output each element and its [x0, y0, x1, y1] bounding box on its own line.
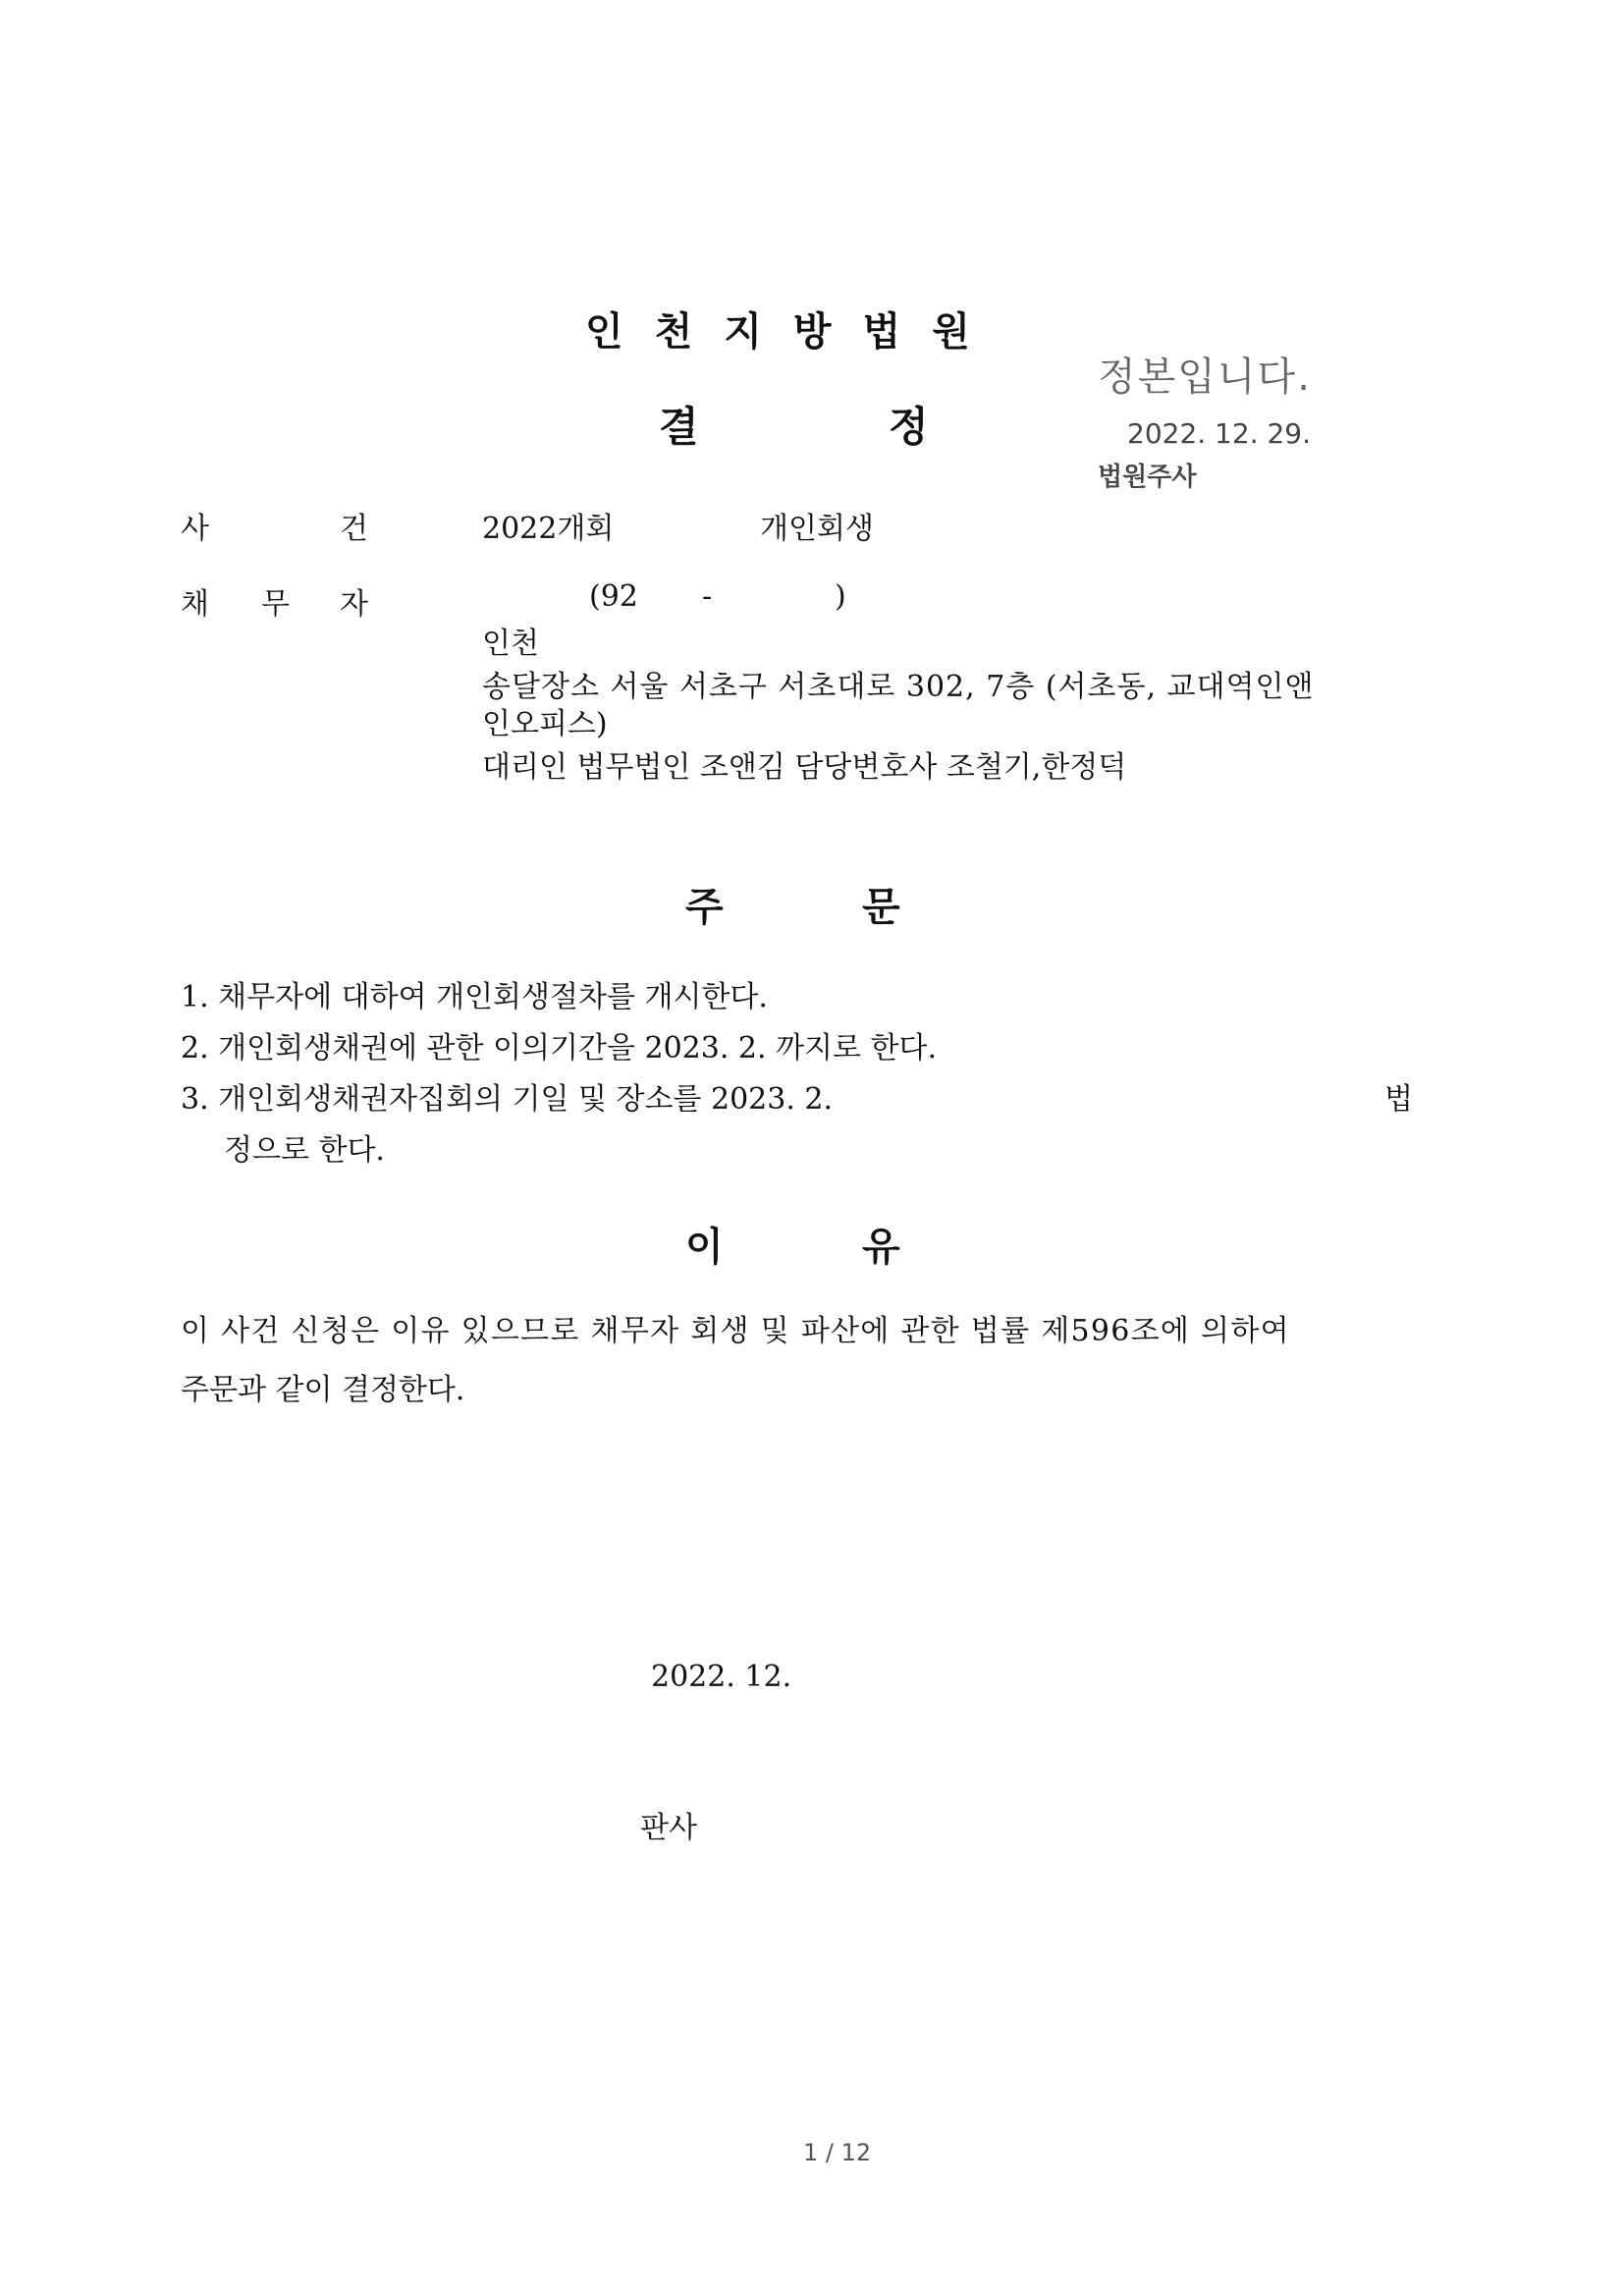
debtor-label-char: 무	[261, 587, 290, 622]
certified-copy-stamp: 정본입니다.	[1098, 355, 1312, 400]
order-heading-left: 주	[685, 885, 724, 930]
reason-line-2: 주문과 같이 결정한다.	[181, 1373, 465, 1407]
stamp-office: 법원주사	[1098, 463, 1197, 492]
document-title-left: 결	[659, 403, 699, 451]
debtor-id-dash: -	[702, 579, 713, 614]
debtor-city: 인천	[482, 627, 539, 661]
stamp-date: 2022. 12. 29.	[1127, 417, 1312, 450]
case-label-char: 사	[181, 512, 209, 546]
order-item-3-end: 법	[1384, 1082, 1413, 1117]
debtor-id-close: )	[835, 579, 846, 614]
case-number: 2022개회	[482, 512, 615, 546]
case-label-char: 건	[340, 512, 368, 546]
decision-date: 2022. 12.	[651, 1660, 792, 1694]
reason-heading-right: 유	[862, 1225, 900, 1270]
order-item-1: 1. 채무자에 대하여 개인회생절차를 개시한다.	[181, 980, 768, 1014]
debtor-id-prefix: (92	[589, 579, 638, 614]
court-name: 인천지방법원	[585, 309, 1001, 355]
delivery-address-cont: 인오피스)	[482, 707, 608, 741]
agent-line: 대리인 법무법인 조앤김 담당변호사 조철기,한정덕	[482, 750, 1127, 785]
document-title-right: 정	[889, 403, 929, 451]
case-type: 개인회생	[760, 512, 874, 546]
debtor-label-char: 채	[181, 587, 209, 622]
order-item-3: 3. 개인회생채권자집회의 기일 및 장소를 2023. 2.	[181, 1082, 834, 1117]
reason-line-1: 이 사건 신청은 이유 있으므로 채무자 회생 및 파산에 관한 법률 제596조에 의하여	[181, 1314, 1290, 1348]
page-indicator: 1 / 12	[803, 2139, 872, 2166]
reason-heading-left: 이	[685, 1225, 724, 1270]
judge-label: 판사	[640, 1811, 697, 1845]
order-item-2: 2. 개인회생채권에 관한 이의기간을 2023. 2. 까지로 한다.	[181, 1031, 938, 1066]
delivery-address: 송달장소 서울 서초구 서초대로 302, 7층 (서초동, 교대역인앤	[482, 670, 1315, 704]
order-item-3-cont: 정으로 한다.	[224, 1133, 385, 1168]
order-heading-right: 문	[862, 885, 900, 930]
debtor-label-char: 자	[340, 587, 368, 622]
